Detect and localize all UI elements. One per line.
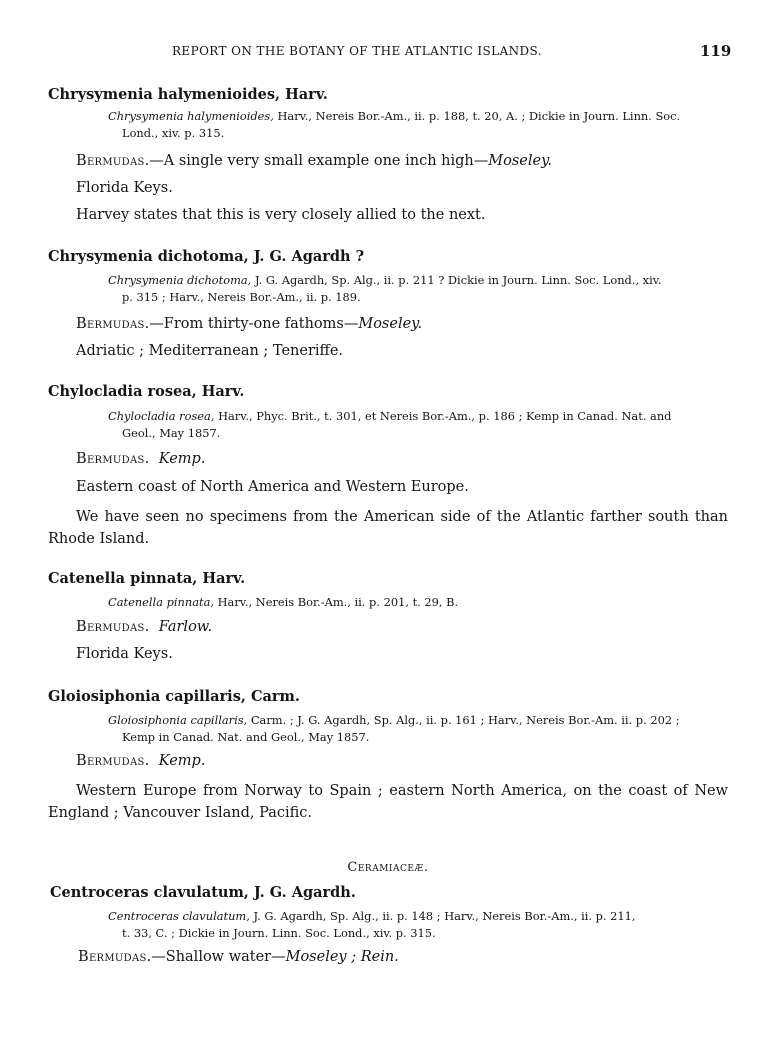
reference-continuation: Geol., May 1857. — [122, 426, 221, 440]
reference-name: Chrysymenia dichotoma, — [108, 273, 252, 287]
reference-continuation: p. 315 ; Harv., Nereis Bor.-Am., ii. p. 189. — [122, 290, 361, 304]
reference-name: Catenella pinnata, — [108, 595, 214, 609]
collector-name: Farlow. — [158, 619, 213, 635]
note-line: Harvey states that this is very closely allied to the next. — [76, 207, 486, 223]
reference-continuation: Lond., xiv. p. 315. — [122, 126, 225, 140]
locality-label: Bermudas. — [76, 619, 150, 635]
species-heading: Centroceras clavulatum, J. G. Agardh. — [50, 884, 356, 901]
species-reference — [108, 408, 728, 442]
species-reference — [108, 594, 728, 611]
species-reference — [108, 272, 728, 306]
reference-continuation: Kemp in Canad. Nat. and Geol., May 1857. — [122, 730, 370, 744]
reference-text: J. G. Agardh, Sp. Alg., ii. p. 211 ? Dickie in Journ. Linn. Soc. Lond., xiv. — [254, 273, 662, 287]
species-heading: Chrysymenia dichotoma, J. G. Agardh ? — [48, 248, 365, 265]
locality-text: .—Shallow water— — [146, 949, 286, 965]
reference-text: Harv., Nereis Bor.-Am., ii. p. 201, t. 29, B. — [217, 595, 459, 609]
distribution-line: Eastern coast of North America and Western Europe. — [76, 479, 469, 495]
locality-label: Bermudas. — [76, 753, 150, 769]
running-header: REPORT ON THE BOTANY OF THE ATLANTIC ISLANDS. — [172, 44, 542, 58]
page-number: 119 — [700, 42, 732, 60]
locality-line — [76, 619, 212, 635]
reference-text: Carm. ; J. G. Agardh, Sp. Alg., ii. p. 161 ; Harv., Nereis Bor.-Am. ii. p. 202 ; — [250, 713, 680, 727]
locality-label: Bermudas. — [76, 451, 150, 467]
distribution-line: Florida Keys. — [76, 646, 173, 662]
collector-name: Moseley ; Rein. — [285, 949, 399, 965]
note-paragraph: We have seen no specimens from the American side of the Atlantic farther south than Rhode Island. — [48, 509, 728, 547]
locality-text: .—A single very small example one inch high— — [144, 153, 489, 169]
section-heading: Ceramiaceæ. — [347, 860, 429, 875]
locality-line — [78, 949, 399, 965]
reference-name: Gloiosiphonia capillaris, — [108, 713, 248, 727]
distribution-paragraph: Western Europe from Norway to Spain ; eastern North America, on the coast of New England ; Vancouver Island, Pacific. — [48, 783, 728, 821]
collector-name: Moseley. — [488, 153, 552, 169]
species-reference — [108, 712, 728, 746]
reference-name: Chylocladia rosea, — [108, 409, 215, 423]
locality-label: Bermudas — [76, 153, 145, 169]
distribution-line: Florida Keys. — [76, 180, 173, 196]
collector-name: Kemp. — [158, 753, 206, 769]
locality-line — [76, 753, 205, 769]
distribution-line: Adriatic ; Mediterranean ; Teneriffe. — [76, 343, 344, 359]
reference-name: Centroceras clavulatum, — [108, 909, 250, 923]
reference-text: Harv., Nereis Bor.-Am., ii. p. 188, t. 20, A. ; Dickie in Journ. Linn. Soc. — [277, 109, 681, 123]
species-reference — [108, 908, 728, 942]
locality-text: .—From thirty-one fathoms— — [144, 316, 359, 332]
reference-text: J. G. Agardh, Sp. Alg., ii. p. 148 ; Harv., Nereis Bor.-Am., ii. p. 211, — [253, 909, 636, 923]
locality-line — [76, 451, 205, 467]
locality-line — [76, 316, 422, 332]
species-heading: Chylocladia rosea, Harv. — [48, 383, 245, 400]
locality-line — [76, 153, 552, 169]
reference-continuation: t. 33, C. ; Dickie in Journ. Linn. Soc. Lond., xiv. p. 315. — [122, 926, 436, 940]
reference-name: Chrysymenia halymenioides, — [108, 109, 274, 123]
species-heading: Gloiosiphonia capillaris, Carm. — [48, 688, 300, 705]
collector-name: Moseley. — [358, 316, 423, 332]
species-heading: Catenella pinnata, Harv. — [48, 570, 246, 587]
species-heading: Chrysymenia halymenioides, Harv. — [48, 86, 328, 103]
collector-name: Kemp. — [158, 451, 206, 467]
species-reference — [108, 108, 728, 142]
locality-label: Bermudas — [76, 316, 145, 332]
reference-text: Harv., Phyc. Brit., t. 301, et Nereis Bor.-Am., p. 186 ; Kemp in Canad. Nat. and — [218, 409, 672, 423]
locality-label: Bermudas — [78, 949, 147, 965]
